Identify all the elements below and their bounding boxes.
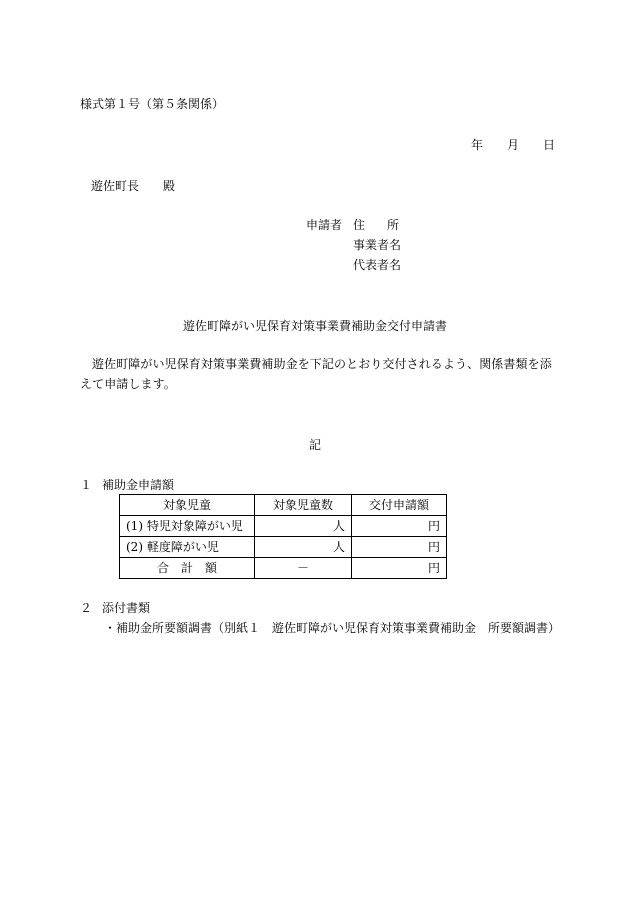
amounts-table bbox=[119, 494, 447, 579]
row2-count-cell[interactable]: 人 bbox=[255, 537, 352, 558]
table-row bbox=[120, 537, 447, 558]
header-target-children: 対象児童 bbox=[120, 495, 255, 516]
total-amount-cell[interactable]: 円 bbox=[352, 558, 447, 579]
applicant-address-label bbox=[353, 217, 399, 233]
row1-category: (1) 特児対象障がい児 bbox=[120, 516, 255, 537]
section1-title: 補助金申請額 bbox=[102, 478, 175, 492]
table-row bbox=[120, 516, 447, 537]
form-number: 様式第１号（第５条関係） bbox=[80, 97, 225, 111]
total-label: 合 計 額 bbox=[120, 558, 255, 579]
row2-category: (2) 軽度障がい児 bbox=[120, 537, 255, 558]
section2-heading bbox=[80, 600, 150, 616]
business-name-label: 事業者名 bbox=[353, 238, 402, 252]
row1-amount-cell[interactable]: 円 bbox=[352, 516, 447, 537]
representative-label: 代表者名 bbox=[353, 258, 402, 272]
section1-heading bbox=[80, 477, 174, 493]
date-day: 日 bbox=[543, 138, 556, 152]
row1-count-cell[interactable]: 人 bbox=[255, 516, 352, 537]
header-child-count: 対象児童数 bbox=[255, 495, 352, 516]
addressee-name: 遊佐町長 bbox=[91, 179, 140, 193]
date-year: 年 bbox=[471, 138, 484, 152]
addressee bbox=[91, 178, 175, 194]
address-label-1: 住 bbox=[353, 218, 366, 232]
address-label-2: 所 bbox=[387, 218, 400, 232]
addressee-honorific: 殿 bbox=[163, 179, 176, 193]
section1-number: １ bbox=[80, 478, 93, 492]
document-title: 遊佐町障がい児保育対策事業費補助金交付申請書 bbox=[182, 319, 447, 333]
applicant-label: 申請者 bbox=[306, 218, 343, 232]
table-header-row bbox=[120, 495, 447, 516]
body-text: 遊佐町障がい児保育対策事業費補助金を下記のとおり交付されるよう、関係書類を添えて申請します。 bbox=[80, 357, 552, 391]
date-line bbox=[471, 137, 555, 153]
section2-number: ２ bbox=[80, 601, 93, 615]
date-month: 月 bbox=[507, 138, 520, 152]
row2-amount-cell[interactable]: 円 bbox=[352, 537, 447, 558]
header-application-amount: 交付申請額 bbox=[352, 495, 447, 516]
total-count: － bbox=[255, 558, 352, 579]
ki-marker: 記 bbox=[308, 438, 321, 452]
section2-title: 添付書類 bbox=[102, 601, 151, 615]
attachment-item: ・補助金所要額調書（別紙１ 遊佐町障がい児保育対策事業費補助金 所要額調書） bbox=[104, 621, 561, 635]
table-total-row bbox=[120, 558, 447, 579]
